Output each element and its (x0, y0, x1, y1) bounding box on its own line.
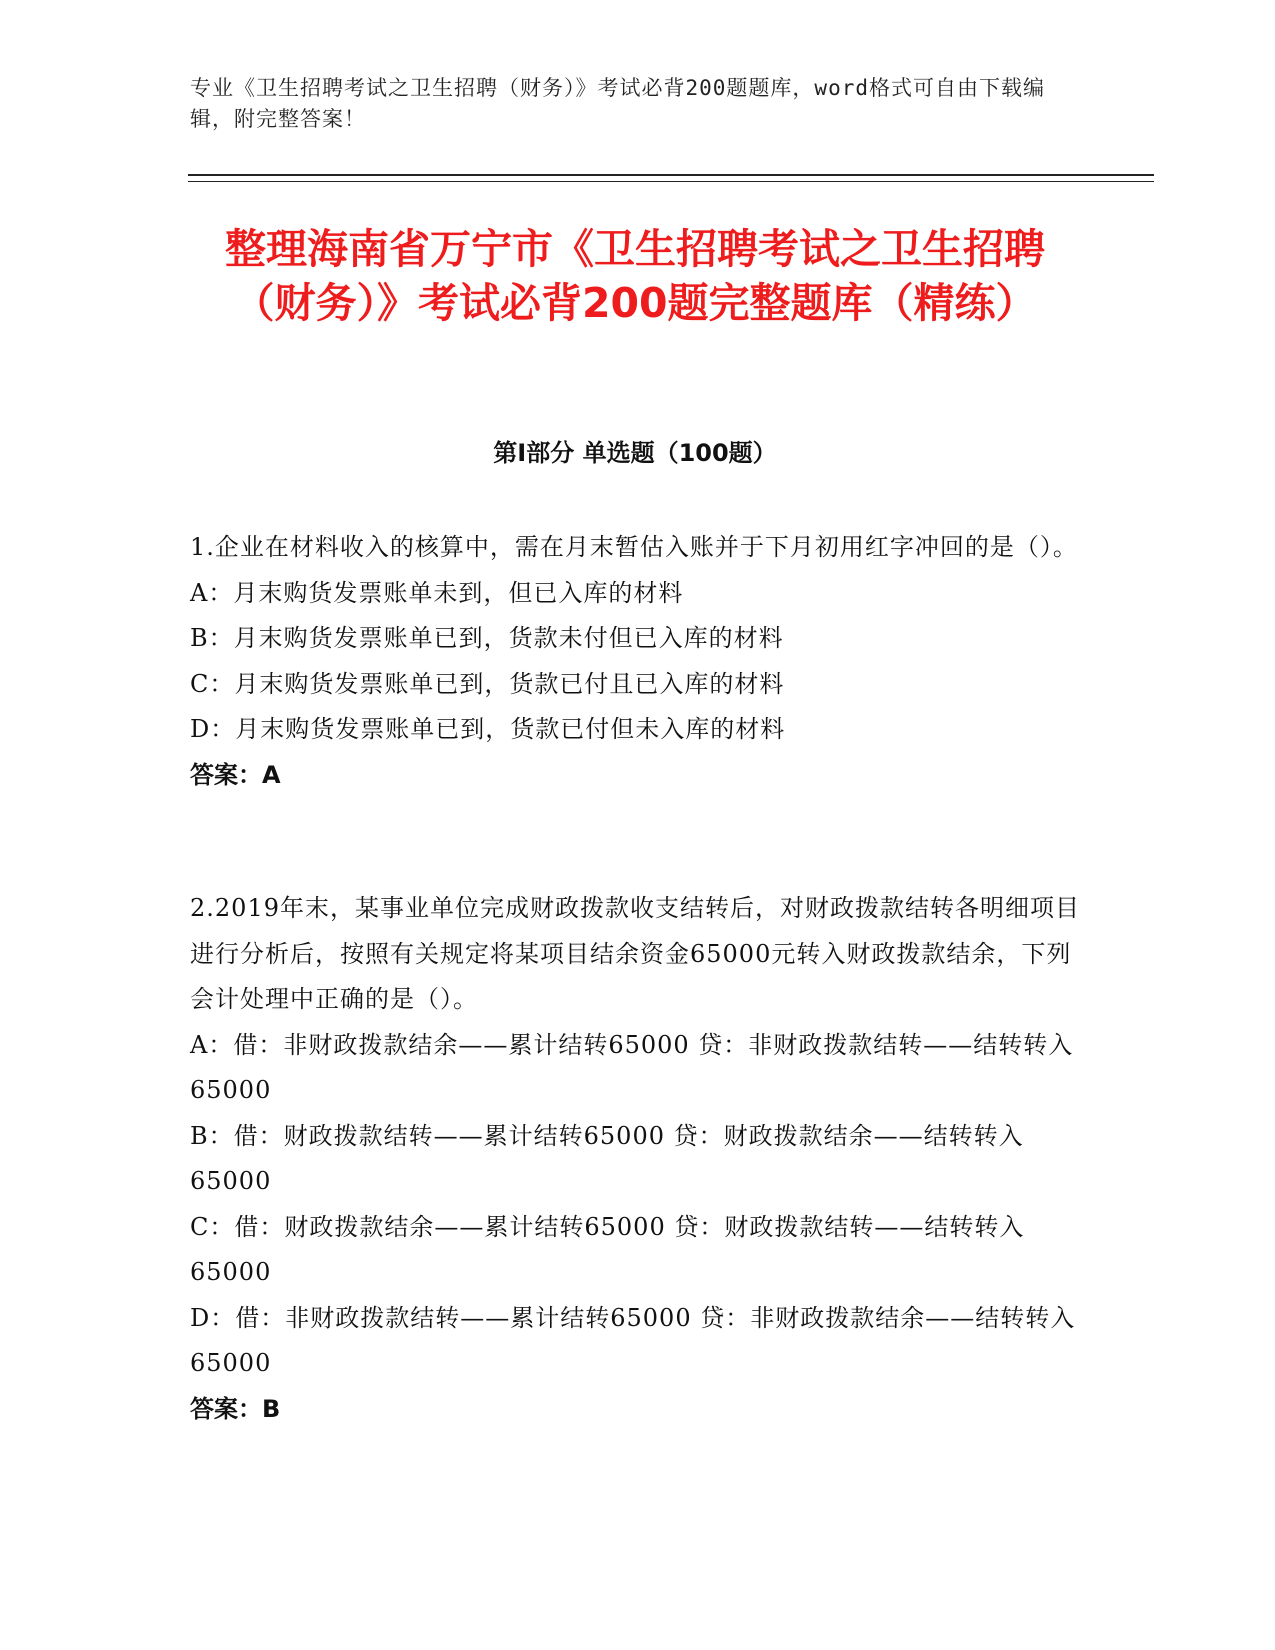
section-heading: 第I部分 单选题（100题） (493, 439, 777, 467)
option-a: A：借：非财政拨款结余——累计结转65000 贷：非财政拨款结转——结转转入65000 (190, 1030, 1074, 1104)
question-2 (190, 886, 1080, 1432)
header-note: 专业《卫生招聘考试之卫生招聘（财务）》考试必背200题题库，word格式可自由下载编辑，附完整答案！ (190, 76, 1045, 131)
option-d: D：月末购货发票账单已到，货款已付但未入库的材料 (190, 715, 786, 743)
header-divider-thick (188, 174, 1154, 176)
option-a: A：月末购货发票账单未到，但已入库的材料 (190, 578, 684, 607)
option-b: B：借：财政拨款结转——累计结转65000 贷：财政拨款结余——结转转入65000 (190, 1121, 1024, 1195)
option-d: D：借：非财政拨款结转——累计结转65000 贷：非财政拨款结余——结转转入65000 (190, 1303, 1076, 1377)
option-b: B：月末购货发票账单已到，货款未付但已入库的材料 (190, 624, 784, 652)
document-title: 整理海南省万宁市《卫生招聘考试之卫生招聘（财务）》考试必背200题完整题库（精练） (225, 225, 1045, 327)
option-c: C：借：财政拨款结余——累计结转65000 贷：财政拨款结转——结转转入65000 (190, 1212, 1025, 1286)
answer: 答案：A (190, 760, 281, 789)
header-divider-thin (188, 181, 1154, 182)
question-1 (190, 525, 1080, 798)
option-c: C：月末购货发票账单已到，货款已付且已入库的材料 (190, 669, 785, 698)
question-stem: 1.企业在材料收入的核算中，需在月末暂估入账并于下月初用红字冲回的是（）。 (190, 533, 1078, 561)
answer: 答案：B (190, 1394, 281, 1423)
question-stem: 2.2019年末，某事业单位完成财政拨款收支结转后，对财政拨款结转各明细项目进行分析后，按照有关规定将某项目结余资金65000元转入财政拨款结余，下列会计处理中正确的是（）。 (190, 894, 1080, 1013)
